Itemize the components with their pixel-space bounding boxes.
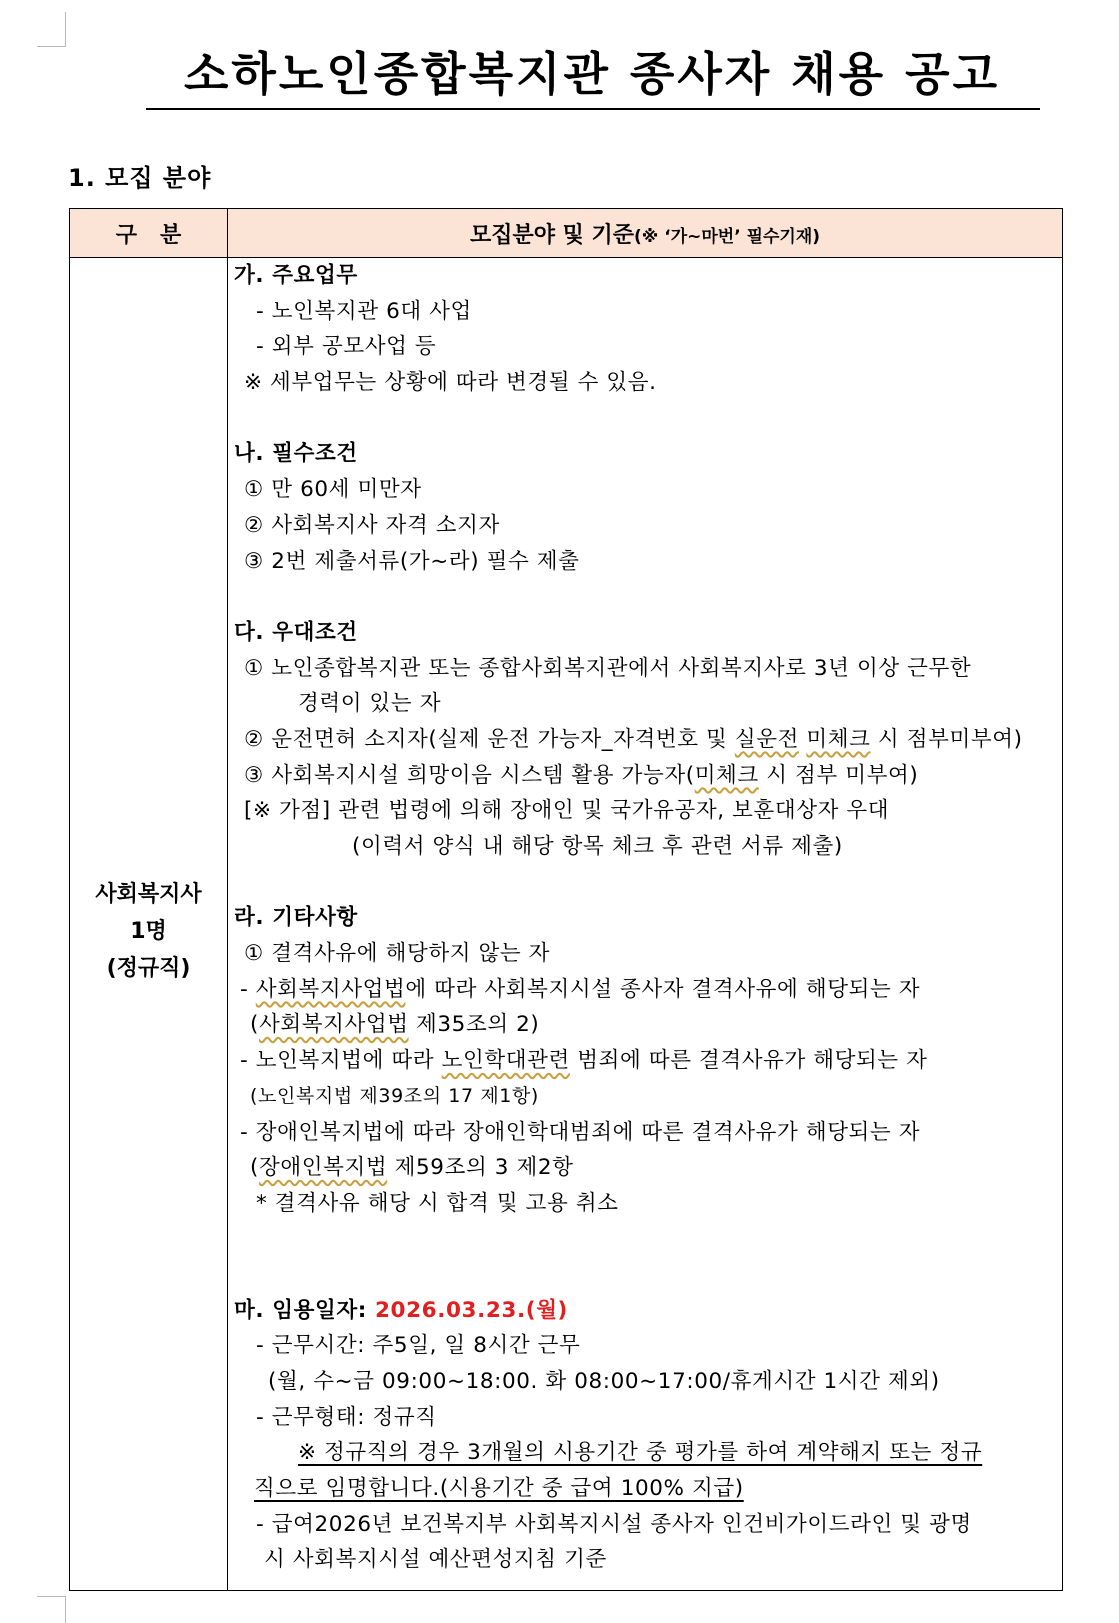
page-title: 소하노인종합복지관 종사자 채용 공고 <box>183 47 1001 101</box>
law-item-1-law: 사회복지사업법 <box>255 976 406 1002</box>
law-item-1-dash: - <box>240 976 256 1002</box>
header-field-criteria-label: 모집분야 및 기준 <box>469 222 635 248</box>
law-item-3-ref-text: 제59조의 3 제2항 <box>387 1155 574 1181</box>
appointment-date-line <box>234 1293 1062 1329</box>
header-category <box>70 209 228 258</box>
page-corner-mark-bottom <box>37 1596 66 1623</box>
work-hours: - 근무시간: 주5일, 일 8시간 근무 <box>256 1333 581 1359</box>
heading-main-duties: 가. 주요업무 <box>234 263 358 288</box>
preferred-item-2-text: ② 운전면허 소지자(실제 운전 가능자_자격번호 및 <box>244 726 735 752</box>
preferred-item-2 <box>234 722 1062 758</box>
required-item-2: ② 사회복지사 자격 소지자 <box>244 512 500 538</box>
spacer <box>234 579 1062 615</box>
preferred-item-2-term-b: 미체크 <box>806 726 871 752</box>
required-item-1: ① 만 60세 미만자 <box>244 477 422 503</box>
law-item-2-ref: (노인복지법 제39조의 17 제1항) <box>250 1084 539 1107</box>
preferred-item-3 <box>234 758 1062 794</box>
position-name: 사회복지사 <box>95 881 202 907</box>
preferred-item-1: ① 노인종합복지관 또는 종합사회복지관에서 사회복지사로 3년 이상 근무한 <box>244 655 972 681</box>
preferred-item-3-term: 미체크 <box>694 762 759 788</box>
heading-preferred-conditions: 다. 우대조건 <box>234 619 358 645</box>
position-cell <box>70 258 228 1591</box>
heading-other-matters: 라. 기타사항 <box>234 905 358 931</box>
other-item-1: ① 결격사유에 해당하지 않는 자 <box>244 941 551 967</box>
probation-note: ※ 정규직의 경우 3개월의 시용기간 중 평가를 하여 계약해지 또는 정규 <box>298 1440 983 1466</box>
recruitment-table <box>69 208 1063 1591</box>
disqualification-note: * 결격사유 해당 시 합격 및 고용 취소 <box>256 1190 619 1216</box>
header-category-label: 구 분 <box>115 222 182 248</box>
law-item-1-paren: ( <box>250 1012 259 1038</box>
duty-note: ※ 세부업무는 상황에 따라 변경될 수 있음. <box>244 370 657 396</box>
title-underline <box>146 108 1040 110</box>
preferred-item-1-cont: 경력이 있는 자 <box>298 691 442 717</box>
probation-note-cont: 직으로 임명합니다.(시용기간 중 급여 100% 지급) <box>254 1476 744 1501</box>
law-item-1-ref-law: 사회복지사업법 <box>259 1012 409 1038</box>
law-item-2-tail: 범죄에 따른 결격사유가 해당되는 자 <box>569 1048 928 1074</box>
bonus-note-cont: (이력서 양식 내 해당 항목 체크 후 관련 서류 제출) <box>352 834 843 859</box>
position-count: 1명 <box>130 918 167 944</box>
salary-line-cont: 시 사회복지시설 예산편성지침 기준 <box>264 1547 607 1573</box>
law-item-1-text: 에 따라 사회복지시설 종사자 결격사유에 해당되는 자 <box>405 976 921 1002</box>
spacer <box>234 1222 1062 1293</box>
law-item-2-text: - 노인복지법에 따라 <box>240 1048 442 1074</box>
law-item-1 <box>234 972 1062 1008</box>
header-required-note: (※ ‘가~마번’ 필수기재) <box>634 226 821 247</box>
law-item-1-ref <box>234 1007 1062 1043</box>
heading-required-conditions: 나. 필수조건 <box>234 441 358 467</box>
header-field-criteria <box>228 209 1063 258</box>
position-type: (정규직) <box>106 955 191 981</box>
preferred-item-3-text: ③ 사회복지시설 희망이음 시스템 활용 가능자( <box>244 762 695 788</box>
spacer <box>234 401 1062 437</box>
employment-type: - 근무형태: 정규직 <box>256 1404 437 1430</box>
section-heading-recruitment-field: 1. 모집 분야 <box>68 164 212 192</box>
preferred-item-2-term-a: 실운전 <box>734 726 799 752</box>
law-item-2 <box>234 1043 1062 1079</box>
law-item-3: - 장애인복지법에 따라 장애인학대범죄에 따른 결격사유가 해당되는 자 <box>240 1119 921 1145</box>
table-row <box>70 258 1063 1591</box>
duty-item-2: - 외부 공모사업 등 <box>256 334 437 360</box>
heading-appointment-date: 마. 임용일자: <box>234 1297 375 1323</box>
work-hours-detail: (월, 수~금 09:00~18:00. 화 08:00~17:00/휴게시간 1시간 제외) <box>268 1368 940 1394</box>
law-item-2-term: 노인학대관련 <box>441 1048 570 1074</box>
duty-item-1: - 노인복지관 6대 사업 <box>256 298 472 324</box>
law-item-3-ref <box>234 1150 1062 1186</box>
required-item-3: ③ 2번 제출서류(가~라) 필수 제출 <box>244 548 580 574</box>
criteria-cell <box>228 258 1063 1591</box>
law-item-3-ref-law: 장애인복지법 <box>259 1155 388 1181</box>
salary-line: - 급여2026년 보건복지부 사회복지시설 종사자 인건비가이드라인 및 광명 <box>256 1511 972 1537</box>
page-corner-mark-top <box>37 12 66 47</box>
table-header-row <box>70 209 1063 258</box>
preferred-item-3-tail: 시 점부 미부여) <box>758 762 919 788</box>
preferred-item-2-tail: 시 점부미부여) <box>870 726 1023 752</box>
spacer <box>234 865 1062 901</box>
appointment-date-value: 2026.03.23.(월) <box>374 1297 568 1323</box>
bonus-note: [※ 가점] 관련 법령에 의해 장애인 및 국가유공자, 보훈대상자 우대 <box>244 798 890 824</box>
law-item-1-ref-text: 제35조의 2) <box>408 1012 540 1038</box>
law-item-3-paren: ( <box>250 1155 259 1181</box>
